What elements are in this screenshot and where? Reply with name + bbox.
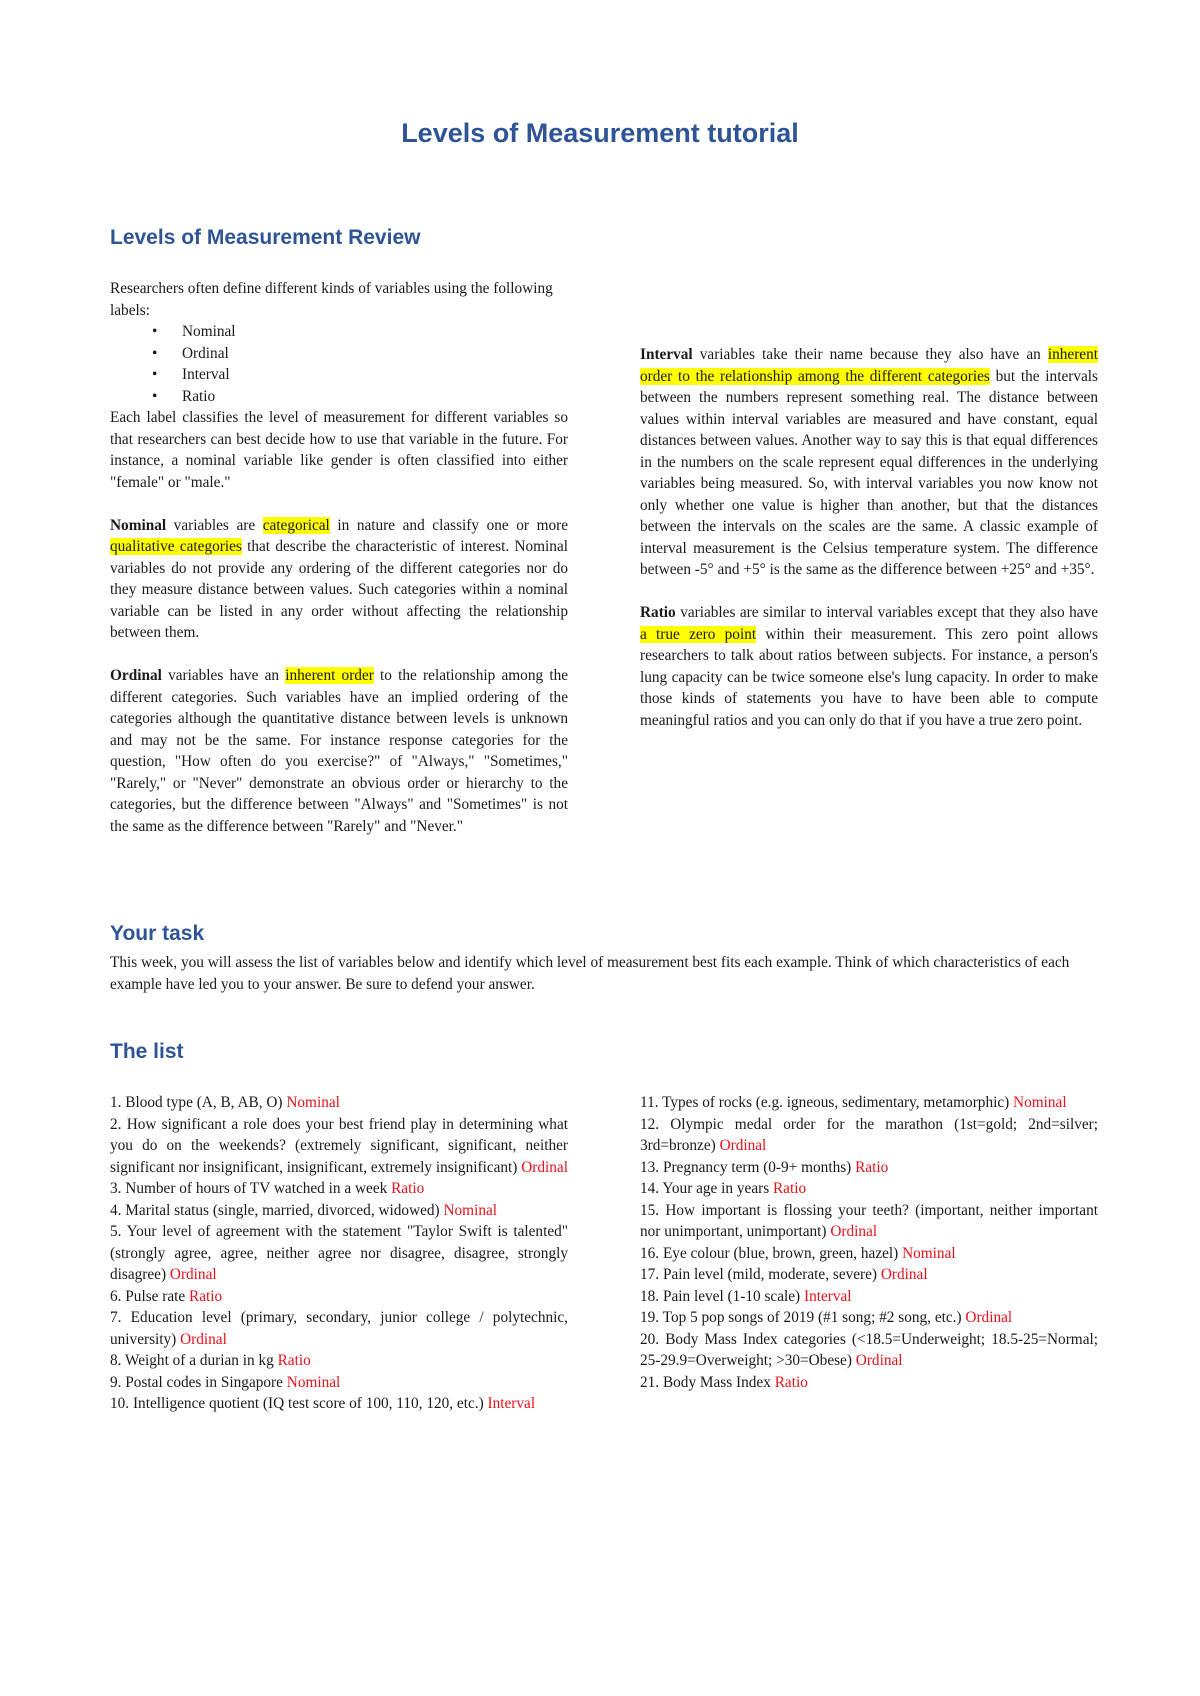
each-label-paragraph: Each label classifies the level of measurement for different variables so that researchers can best decide how to use that variable in the future. For instance, a nominal variable like gender is often classified into either "female" or "male."	[110, 409, 568, 491]
task-heading: Your task	[110, 922, 205, 945]
interval-term: Interval	[640, 346, 693, 363]
item-answer: Ordinal	[880, 1266, 928, 1283]
item-text: . Olympic medal order for the marathon (1st=gold; 2nd=silver; 3rd=bronze)	[640, 1115, 1098, 1154]
item-text: . Postal codes in Singapore	[117, 1373, 287, 1391]
item-number: 11	[640, 1094, 655, 1111]
item-number: 13	[640, 1158, 656, 1176]
label-item: • Nominal	[182, 321, 568, 343]
list-item	[640, 1307, 1098, 1329]
item-answer: Ratio	[774, 1373, 808, 1391]
item-number: 7	[110, 1309, 118, 1326]
item-answer: Nominal	[902, 1244, 956, 1262]
item-answer: Ordinal	[855, 1352, 903, 1369]
list-item	[110, 1393, 568, 1415]
label-item: • Ratio	[182, 386, 568, 408]
item-number: 16	[640, 1244, 656, 1262]
item-answer: Ordinal	[830, 1223, 878, 1240]
item-text: . Intelligence quotient (IQ test score of 100, 110, 120, etc.)	[125, 1395, 488, 1412]
list-item	[640, 1157, 1098, 1179]
item-text: . How significant a role does your best friend play in determining what you do on the weekends? (extremely significant, significant, neither significant nor insignificant, insignificant, extremely insignificant)	[110, 1115, 568, 1176]
highlight: a true zero point	[640, 625, 757, 643]
item-number: 6	[110, 1287, 118, 1305]
item-answer: Ordinal	[169, 1266, 217, 1283]
review-intro: Researchers often define different kinds of variables using the following labels:	[110, 280, 553, 319]
ordinal-term: Ordinal	[110, 667, 162, 684]
item-text: . Eye colour (blue, brown, green, hazel)	[655, 1244, 903, 1262]
item-text: . Pain level (1-10 scale)	[655, 1287, 804, 1305]
list-column-left	[110, 1092, 568, 1415]
item-number: 2	[110, 1115, 118, 1133]
list-item	[110, 1092, 568, 1114]
ratio-term: Ratio	[640, 604, 676, 621]
list-item	[640, 1372, 1098, 1394]
item-number: 12	[640, 1115, 656, 1133]
item-answer: Ratio	[391, 1180, 425, 1197]
ordinal-paragraph: Ordinal variables have an inherent order to the relationship among the different categories. Such variables have an implied ordering of the categories although the quantitative distance between levels is unknown and may not be the same. For instance response categories for the question, "How often do you exercise?" of "Always," "Sometimes," "Rarely," or "Never" demonstrate an obvious order or hierarchy to the categories, but the difference between "Always" and "Sometimes" is not the same as the difference between "Rarely" and "Never."	[110, 667, 569, 835]
item-answer: Ratio	[772, 1180, 807, 1197]
list-item	[640, 1286, 1098, 1308]
item-text: . Your level of agreement with the statement "Taylor Swift is talented" (strongly agree, agree, neither agree nor disagree, disagree, strongly disagree)	[110, 1223, 568, 1283]
item-number: 3	[110, 1180, 118, 1197]
item-number: 1	[110, 1094, 118, 1111]
list-item	[110, 1307, 568, 1350]
item-number: 14	[640, 1180, 656, 1197]
item-answer: Ordinal	[180, 1330, 227, 1348]
highlight: categorical	[262, 516, 330, 534]
list-item	[110, 1178, 568, 1200]
item-text: . Weight of a durian in kg	[117, 1352, 278, 1369]
item-answer: Ratio	[189, 1287, 223, 1305]
item-number: 17	[640, 1266, 656, 1283]
item-answer: Nominal	[286, 1094, 340, 1111]
highlight: inherent order to the relationship among the different categories	[640, 346, 1098, 385]
list-item	[640, 1264, 1098, 1286]
list-item	[640, 1243, 1098, 1265]
item-number: 20	[640, 1330, 656, 1348]
labels-list	[110, 321, 568, 407]
item-text: . Pain level (mild, moderate, severe)	[655, 1266, 881, 1283]
item-text: . Number of hours of TV watched in a week	[117, 1180, 392, 1197]
review-heading: Levels of Measurement Review	[110, 226, 421, 249]
list-item	[110, 1200, 568, 1222]
item-answer: Ordinal	[965, 1309, 1013, 1326]
item-number: 19	[640, 1309, 656, 1326]
item-number: 21	[640, 1373, 656, 1391]
item-text: . Body Mass Index categories (<18.5=Underweight; 18.5-25=Normal; 25-29.9=Overweight; >30=Obese)	[640, 1330, 1098, 1369]
label-item: • Ordinal	[182, 343, 568, 365]
list-item	[640, 1114, 1098, 1157]
item-text: . Types of rocks (e.g. igneous, sedimentary, metamorphic)	[654, 1094, 1014, 1111]
item-answer: Ratio	[277, 1352, 311, 1369]
review-column-right	[640, 344, 1098, 731]
item-text: . Blood type (A, B, AB, O)	[117, 1094, 287, 1111]
item-number: 9	[110, 1373, 118, 1391]
review-column-left	[110, 278, 568, 837]
item-text: . Education level (primary, secondary, junior college / polytechnic, university)	[110, 1309, 568, 1348]
list-item	[110, 1114, 568, 1179]
list-item	[640, 1200, 1098, 1243]
item-answer: Nominal	[443, 1201, 498, 1219]
ratio-paragraph: Ratio variables are similar to interval variables except that they also have a true zero point within their measurement. This zero point allows researchers to talk about ratios between subjects. For instance, a person's lung capacity can be twice someone else's lung capacity. In order to make those kinds of statements you have to have been able to compute meaningful ratios and you can only do that if you have a true zero point.	[640, 604, 1098, 729]
list-item	[640, 1178, 1098, 1200]
item-text: . Pregnancy term (0-9+ months)	[655, 1158, 856, 1176]
nominal-term: Nominal	[110, 516, 167, 534]
item-number: 4	[110, 1201, 118, 1219]
list-heading: The list	[110, 1040, 184, 1063]
item-text: . How important is flossing your teeth? (important, neither important nor unimportant, unimportant)	[640, 1201, 1098, 1240]
item-number: 8	[110, 1352, 118, 1369]
item-number: 15	[640, 1201, 656, 1219]
item-answer: Ordinal	[719, 1137, 767, 1154]
item-answer: Interval	[803, 1287, 852, 1305]
item-number: 18	[640, 1287, 656, 1305]
item-text: . Pulse rate	[117, 1287, 190, 1305]
list-item	[110, 1286, 568, 1308]
label-item: • Interval	[182, 364, 568, 386]
item-answer: Interval	[487, 1395, 536, 1412]
item-answer: Ratio	[855, 1158, 889, 1176]
item-answer: Ordinal	[521, 1158, 568, 1176]
list-item	[640, 1092, 1098, 1114]
item-text: . Body Mass Index	[655, 1373, 775, 1391]
item-text: . Marital status (single, married, divorced, widowed)	[117, 1201, 444, 1219]
list-item	[110, 1372, 568, 1394]
item-answer: Nominal	[286, 1373, 341, 1391]
nominal-paragraph: Nominal variables are categorical in nature and classify one or more qualitative categories that describe the characteristic of interest. Nominal variables do not provide any ordering of the different categories nor do they measure distance between values. Such categories within a nominal variable can be listed in any order without affecting the relationship between them.	[110, 516, 568, 641]
highlight: qualitative categories	[110, 538, 242, 555]
list-column-right	[640, 1092, 1098, 1393]
item-text: . Your age in years	[655, 1180, 773, 1197]
task-text: This week, you will assess the list of variables below and identify which level of measurement best fits each example. Think of which characteristics of each example have led you to your answer. Be sure to defend your answer.	[110, 954, 1070, 993]
item-answer: Nominal	[1013, 1094, 1067, 1111]
list-item	[110, 1350, 568, 1372]
page-title: Levels of Measurement tutorial	[401, 118, 799, 148]
interval-paragraph: Interval variables take their name because they also have an inherent order to the relationship among the different categories but the intervals between the numbers represent something real. The distance between values within interval variables are measured and have constant, equal distances between values. Another way to say this is that equal differences in the numbers on the scale represent equal differences in the underlying variables being measured. So, with interval variables you now know not only whether one value is higher than another, but that the distances between the intervals on the scales are the same. A classic example of interval measurement is the Celsius temperature system. The difference between -5° and +5° is the same as the difference between +25° and +35°.	[640, 346, 1098, 578]
item-number: 5	[110, 1223, 118, 1240]
list-item	[110, 1221, 568, 1286]
list-item	[640, 1329, 1098, 1372]
highlight: inherent order	[285, 667, 374, 684]
item-number: 10	[110, 1395, 126, 1412]
item-text: . Top 5 pop songs of 2019 (#1 song; #2 song, etc.)	[655, 1309, 966, 1326]
